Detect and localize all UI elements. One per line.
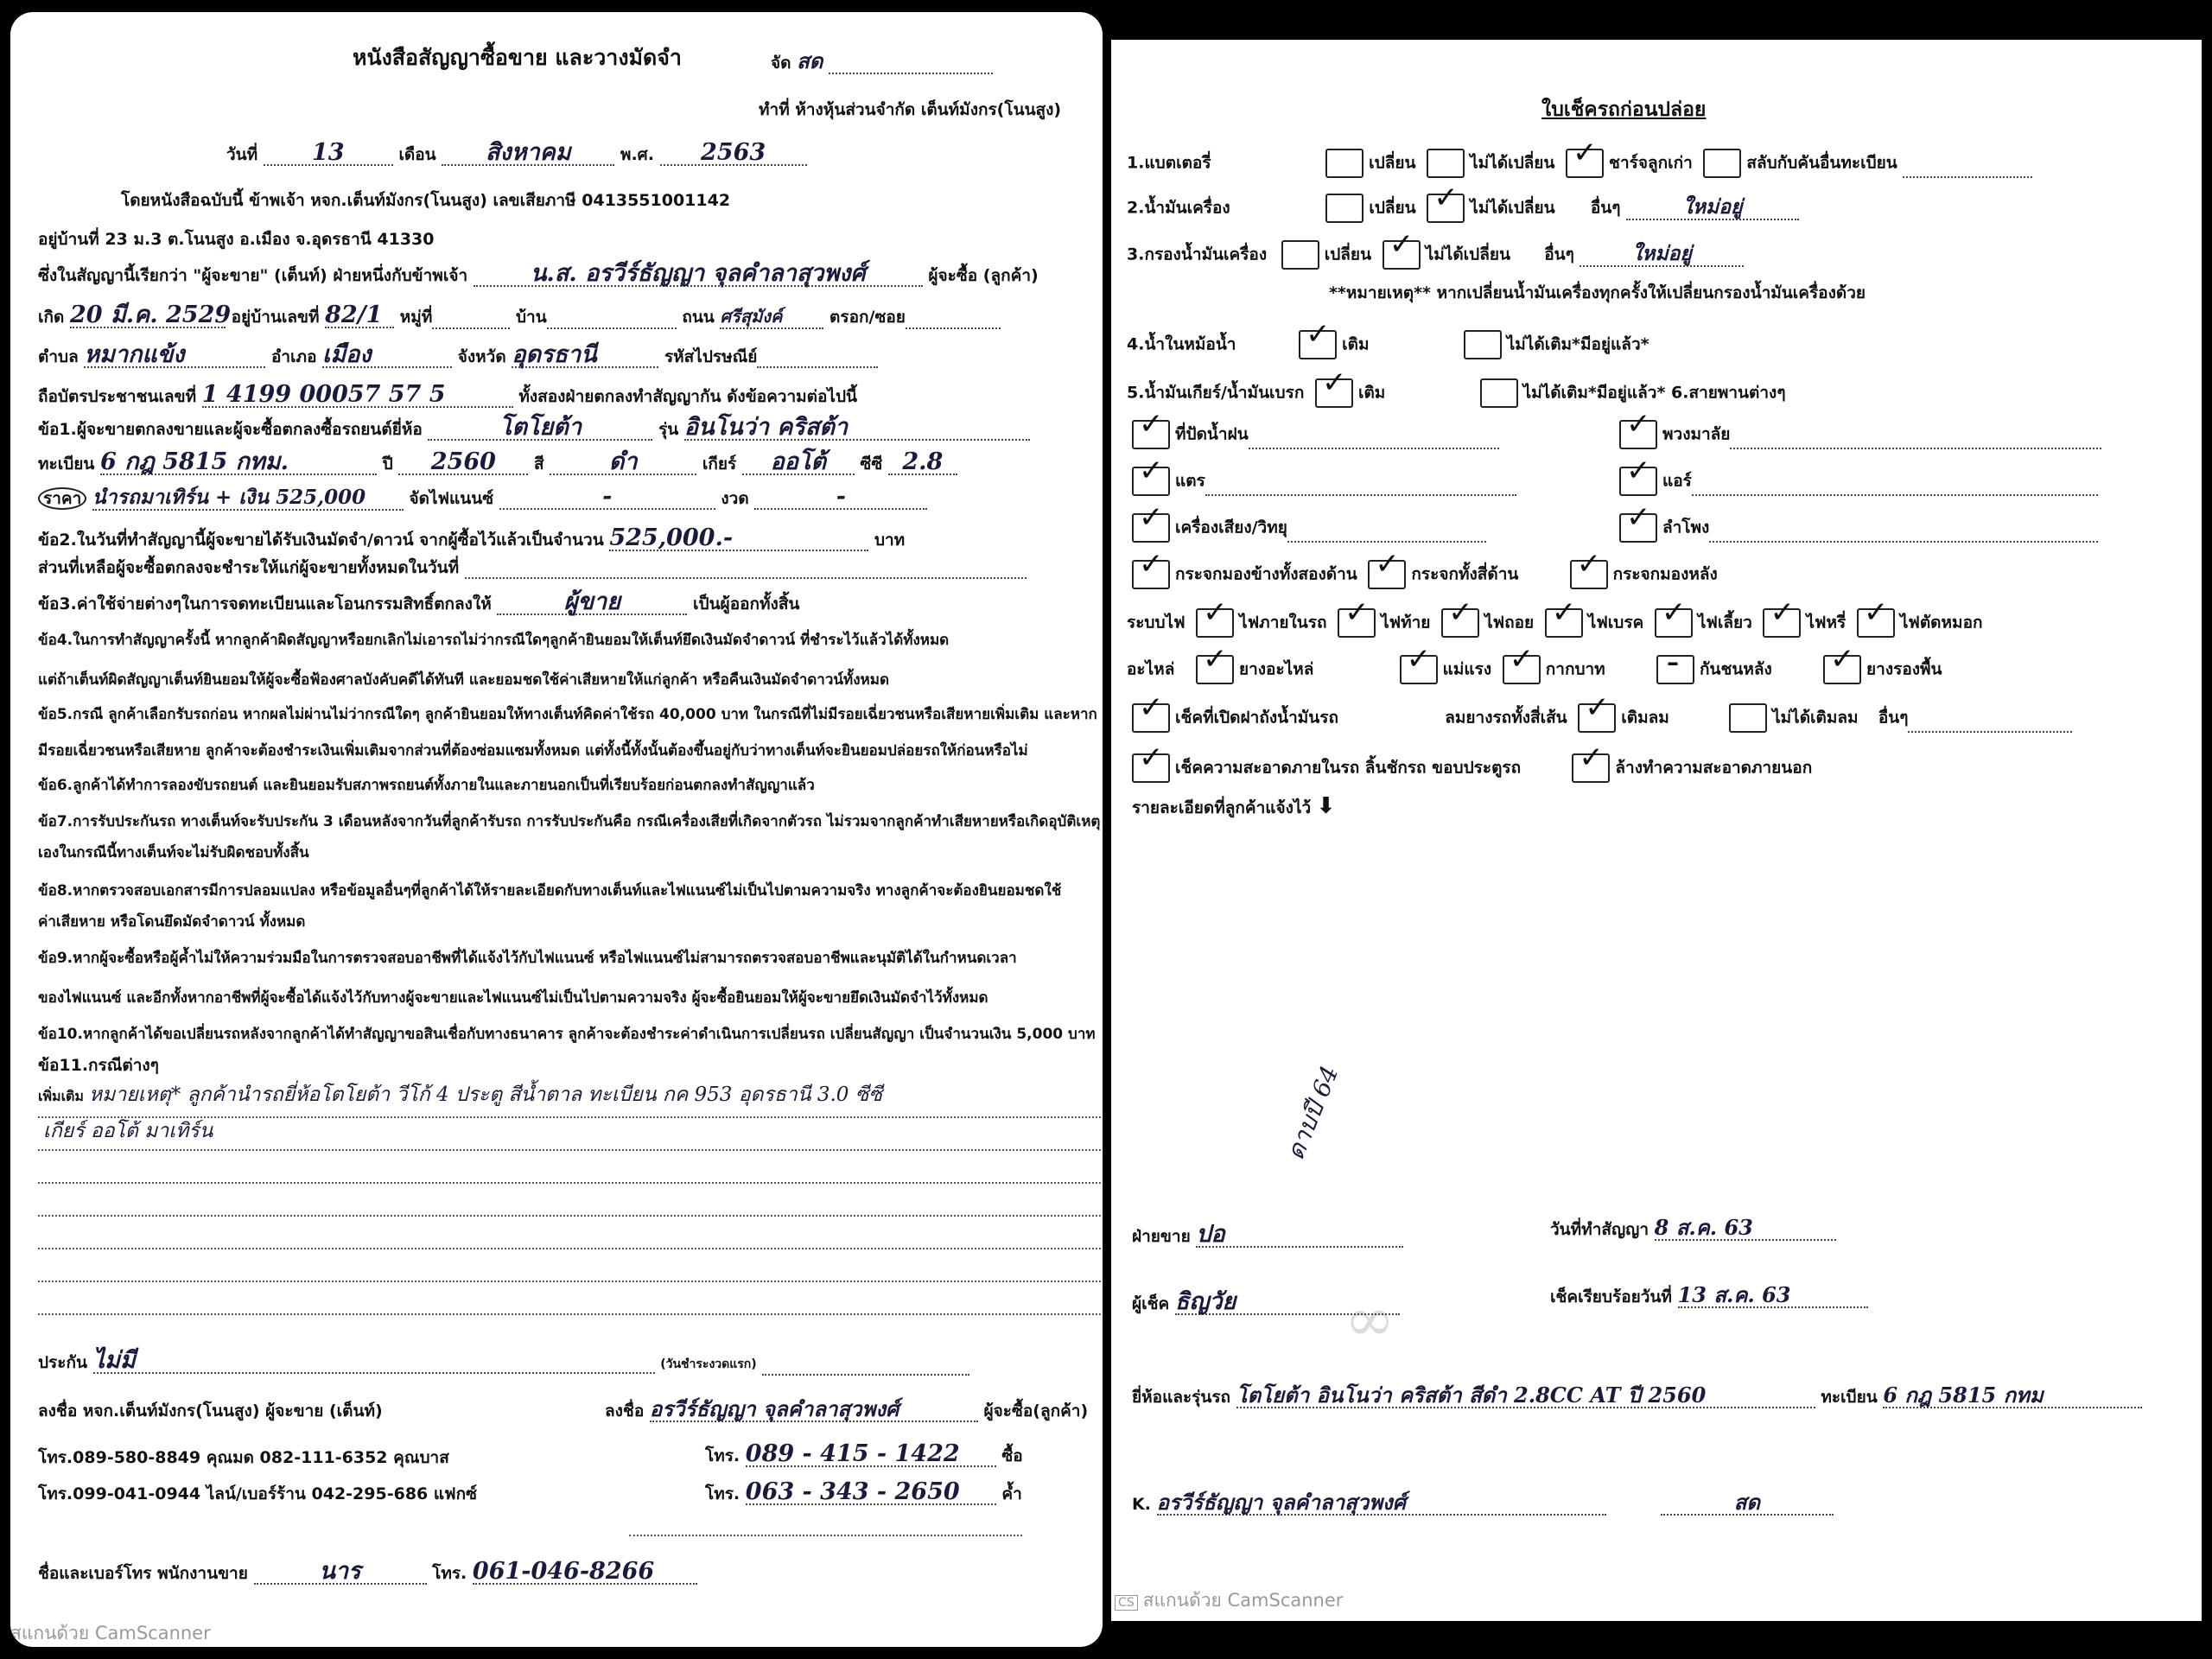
contract-no-label: จัด <box>771 54 791 73</box>
location-row: ตำบล หมากแข้ง อำเภอ เมือง จังหวัด อุดรธานี รหัสไปรษณีย์ <box>38 344 878 368</box>
date-month: สิงหาคม <box>442 142 614 166</box>
clause8: ข้อ8.หากตรวจสอบเอกสารมีการปลอมแปลง หรือข้อมูลอื่นๆที่ลูกค้าได้ให้รายละเอียดกับทางเต็นท์และไฟแนนซ์ไม่เป็นไปตามความจริง ทางลูกค้าจะต้องยินยอมชดใช้ <box>38 882 1062 899</box>
checkbox-four-windows[interactable] <box>1368 560 1406 589</box>
car-model-row: ยี่ห้อและรุ่นรถ โตโยต้า อินโนว่า คริสต้า สีดำ 2.8CC AT ปี 2560 ทะเบียน 6 กฎ 5815 กทม <box>1132 1384 2142 1408</box>
clause7: ข้อ7.การรับประกันรถ ทางเต็นท์จะรับประกัน 3 เดือนหลังจากวันที่ลูกค้ารับรถ การรับประกันคือ กรณีเครื่องเสียที่เกิดจากตัวรถ ไม่รวมจากลูกค้าทำเสียหายหรือเกิดอุบัติเหตุ <box>38 813 1101 830</box>
checkbox-clean-outside[interactable] <box>1572 753 1610 783</box>
check-cleaning-row: ✓เช็คความสะอาดภายในรถ ลิ้นชักรถ ขอบประตูรถ ✓ ล้างทำความสะอาดภายนอก <box>1127 753 1812 783</box>
buyer-tambon: หมากแข้ง <box>84 344 265 368</box>
car-cc: 2.8 <box>888 451 957 475</box>
car-color: ดำ <box>550 451 696 475</box>
sales-tel: 061-046-8266 <box>473 1560 697 1585</box>
checkbox-radiator-nofill[interactable] <box>1464 330 1502 359</box>
buyer-row: ซึ่งในสัญญานี้เรียกว่า "ผู้จะขาย" (เต็นท์) ฝ่ายหนึ่งกับข้าพเจ้า น.ส. อรวีร์ธัญญา จุลคำลาสุวพงศ์ ผู้จะซื้อ (ลูกค้า) <box>38 260 1039 287</box>
checkbox-radiator-fill[interactable] <box>1299 330 1337 359</box>
check-mirrors-row: ✓กระจกมองข้างทั้งสองด้าน ✓ กระจกทั้งสี่ด้าน ✓ กระจกมองหลัง <box>1127 560 1718 589</box>
extra-note-1: หมายเหตุ* ลูกค้านำรถยี่ห้อโตโยต้า วีโก้ 4 ประตู สีน้ำตาล ทะเบียน กค 953 อุดรธานี 3.0 ซีซี <box>89 1084 882 1106</box>
clause2-rest: ส่วนที่เหลือผู้จะซื้อตกลงจะชำระให้แก่ผู้จะขายทั้งหมดในวันที่ <box>38 558 460 577</box>
contract-date-row-r: วันที่ทำสัญญา 8 ส.ค. 63 <box>1550 1217 1836 1241</box>
checklist-title: ใบเช็ครถก่อนปล่อย <box>1541 99 1707 121</box>
extra-row-1: เพิ่มเติม หมายเหตุ* ลูกค้านำรถยี่ห้อโตโยต้า วีโก้ 4 ประตู สีน้ำตาล ทะเบียน กค 953 อุดรธานี 3.0 ซีซี <box>38 1084 882 1106</box>
car-gear: ออโต้ <box>742 451 855 475</box>
buyer-birth: 20 มี.ค. 2529 <box>69 302 232 328</box>
checkbox-side-mirrors[interactable] <box>1132 560 1170 589</box>
clause11: ข้อ11.กรณีต่างๆ <box>38 1056 159 1075</box>
checkbox-gearoil-fill[interactable] <box>1315 378 1353 408</box>
vehicle-checklist-page <box>1111 40 2202 1621</box>
checkbox-battery-change[interactable] <box>1325 149 1363 178</box>
check-battery-row: 1.แบตเตอรี่ เปลี่ยน ไม่ได้เปลี่ยน ✓ ชาร์จลูกเก่า สลับกับคันอื่นทะเบียน <box>1127 149 2032 178</box>
check-item-speaker: ✓ ลำโพง <box>1614 513 2098 543</box>
buyer-amphoe: เมือง <box>322 344 452 368</box>
filter-other-note: ใหม่อยู่ <box>1580 243 1744 267</box>
buyer-signature-row: ลงชื่อ อรวีร์ธัญญา จุลคำลาสุวพงศ์ ผู้จะซื้อ(ลูกค้า) <box>605 1396 1089 1421</box>
insurance-value: ไม่มี <box>93 1350 655 1374</box>
idcard-row: ถือบัตรประชาชนเลขที่ 1 4199 00057 57 5 ทั้งสองฝ่ายตกลงทำสัญญากัน ดังข้อความต่อไปนี้ <box>38 381 858 408</box>
seller-side-row: ฝ่ายขาย ปอ <box>1132 1224 1403 1248</box>
clause9: ข้อ9.หากผู้จะซื้อหรือผู้ค้ำไม่ให้ความร่วมมือในการตรวจสอบอาชีพที่ได้แจ้งไว้กับไฟแนนซ์ หรือไฟแนนซ์ไม่สามารถตรวจสอบอาชีพและนุมัติได้ในกำหนดเวลา <box>38 950 1017 967</box>
clause5b: มีรอยเฉี่ยวชนหรือเสียหาย ลูกค้าจะต้องชำระเงินเพิ่มเติมจากส่วนที่ต้องซ่อมแซมทั้งหมด แต่ทั้งนี้ทั้งนั้นต้องขึ้นอยู่กับว่าทางเต็นท์จะยินยอมปล่อยรถให้ก่อนหรือไม่ <box>38 742 1028 760</box>
camscanner-watermark: สแกนด้วย CamScanner <box>10 1623 211 1643</box>
buyer-tel-row: โทร. 089 - 415 - 1422 ซื้อ <box>705 1440 1023 1467</box>
extra-note-2: เกียร์ ออโต้ มาเทิร์น <box>43 1120 213 1142</box>
guarantor-tel-row: โทร. 063 - 343 - 2650 ค้ำ <box>705 1478 1022 1505</box>
checkbox-battery-swap[interactable] <box>1703 149 1741 178</box>
checkbox-rear-mirror[interactable] <box>1570 560 1608 589</box>
check-fuelcap-tire-row: ✓เช็คที่เปิดฝาถังน้ำมันรถ ลมยางรถทั้งสี่เส้น ✓ เติมลม ไม่ได้เติมลม อื่นๆ <box>1127 703 2072 733</box>
clause8b: ค่าเสียหาย หรือโดนยึดมัดจำดาวน์ ทั้งหมด <box>38 913 306 931</box>
buyer-signature: อรวีร์ธัญญา จุลคำลาสุวพงศ์ <box>650 1398 978 1422</box>
faded-scribble: ∞ <box>1344 1284 1395 1355</box>
check-radiator-row: 4.น้ำในหม้อน้ำ ✓ เติม ไม่ได้เติม*มีอยู่แล้ว* <box>1127 330 1649 359</box>
clause10: ข้อ10.หากลูกค้าได้ขอเปลี่ยนรถหลังจากลูกค้าได้ทำสัญญาขอสินเชื่อกับทางธนาคาร ลูกค้าจะต้องชำระค่าดำเนินการเปลี่ยนรถ เปลี่ยนสัญญา เป็นจำนวนเงิน 5,000 บาท <box>38 1026 1096 1043</box>
car-detail-row: ทะเบียน 6 กฎ 5815 กทม. ปี 2560 สี ดำ เกียร์ ออโต้ ซีซี 2.8 <box>38 451 957 475</box>
clause4b: แต่ถ้าเต็นท์ผิดสัญญาเต็นท์ยินยอมให้ผู้จะซื้อฟ้องศาลบังคับคดีได้ทันที และยอมชดใช้ค่าเสียหายให้แก่ลูกค้า หรือคืนเงินมัดจำดาวน์ทั้งหมด <box>38 671 889 689</box>
buyer-name: น.ส. อรวีร์ธัญญา จุลคำลาสุวพงศ์ <box>474 263 923 287</box>
checkbox-fuelcap[interactable] <box>1132 703 1170 733</box>
seller-side-value: ปอ <box>1196 1224 1403 1248</box>
car-brand: โตโยต้า <box>428 416 652 441</box>
customer-details-label: รายละเอียดที่ลูกค้าแจ้งไว้ ⬇ <box>1132 793 1336 819</box>
customer-k-name: อรวีร์ธัญญา จุลคำลาสุวพงศ์ <box>1157 1491 1606 1516</box>
clause7b: เองในกรณีนี้ทางเต็นท์จะไม่รับผิดชอบทั้งสิ้น <box>38 844 309 861</box>
buyer-idcard: 1 4199 00057 57 5 <box>202 384 513 408</box>
checkbox-oil-nochange[interactable] <box>1427 194 1465 223</box>
clause3-row: ข้อ3.ค่าใช้จ่ายต่างๆในการจดทะเบียนและโอนกรรมสิทธิ์ตกลงให้ ผู้ขาย เป็นผู้ออกทั้งสิ้น <box>38 588 800 615</box>
checker-row: ผู้เช็ค ธิญวัย <box>1132 1291 1400 1315</box>
price-row: ราคา นำรถมาเทิร์น + เงิน 525,000 จัดไฟแนนซ์ - งวด - <box>38 486 927 511</box>
clause6: ข้อ6.ลูกค้าได้ทำการลองขับรถยนต์ และยินยอมรับสภาพรถยนต์ทั้งภายในและภายนอกเป็นที่เรียบร้อยก่อนตกลงทำสัญญาแล้ว <box>38 777 815 794</box>
check-item-audio: ✓เครื่องเสียง/วิทยุ <box>1127 513 1486 543</box>
checkbox-battery-nochange[interactable] <box>1427 149 1465 178</box>
contract-no-value: สด <box>797 48 823 73</box>
clause4: ข้อ4.ในการทำสัญญาครั้งนี้ หากลูกค้าผิดสัญญาหรือยกเลิกไม่เอารถไม่ว่ากรณีใดๆลูกค้ายินยอมให้เต็นท์ยึดเงินมัดจำดาวน์ ที่ชำระไว้แล้วได้ทั้งหมด <box>38 632 950 649</box>
clause1-row: ข้อ1.ผู้จะขายตกลงขายและผู้จะซื้อตกลงซื้อรถยนต์ยี่ห้อ โตโยต้า รุ่น อินโนว่า คริสต้า <box>38 416 1030 441</box>
checkbox-filter-nochange[interactable] <box>1382 240 1421 270</box>
arrow-down-icon: ⬇ <box>1316 793 1336 819</box>
check-lights-row: ระบบไฟ ✓ ไฟภายในรถ ✓ ไฟท้าย ✓ ไฟถอย ✓ ไฟเบรค ✓ ไฟเลี้ยว ✓ ไฟหรี่ ✓ ไฟตัดหมอก <box>1127 608 1982 638</box>
insurance-row: ประกัน ไม่มี (วันชำระงวดแรก) <box>38 1350 969 1376</box>
check-item-aircon: ✓ แอร์ <box>1614 467 2098 496</box>
car-price: นำรถมาเทิร์น + เงิน 525,000 <box>92 486 404 511</box>
check-oil-filter-row: 3.กรองน้ำมันเครื่อง เปลี่ยน ✓ ไม่ได้เปลี่ยน อื่นๆ ใหม่อยู่ <box>1127 240 1744 270</box>
contract-page <box>10 12 1103 1647</box>
phone-line-2: โทร.099-041-0944 ไลน์/เบอร์ร้าน 042-295-686 แฟกซ์ <box>38 1484 477 1503</box>
car-term: - <box>754 486 927 510</box>
seller-signature: ลงชื่อ หจก.เต็นท์มังกร(โนนสูง) ผู้จะขาย (เต็นท์) <box>38 1402 383 1421</box>
car-reg: 6 กฎ 5815 กทม. <box>100 451 377 475</box>
oil-other-note: ใหม่อยู่ <box>1626 196 1799 220</box>
fee-payer: ผู้ขาย <box>497 591 687 615</box>
checkbox-tire-nofill[interactable] <box>1729 703 1767 733</box>
check-item-wiper: ✓ที่ปัดน้ำฝน <box>1127 420 1499 449</box>
camscanner-logo-icon: CS <box>1115 1595 1138 1611</box>
checkbox-gearoil-nofill[interactable] <box>1480 378 1518 408</box>
birth-address-row: เกิด 20 มี.ค. 2529 อยู่บ้านเลขที่ 82/1 หมู่ที่ บ้าน ถนน ศรีสุมังค์ ตรอก/ซอย <box>38 304 1001 329</box>
car-reg-value: 6 กฎ 5815 กทม <box>1883 1384 2142 1408</box>
date-year: 2563 <box>660 142 807 166</box>
checkbox-clean-inside[interactable] <box>1132 753 1170 783</box>
clause2-row: ข้อ2.ในวันที่ทำสัญญานี้ผู้จะขายได้รับเงินมัดจำ/ดาวน์ จากผู้ซื้อไว้แล้วเป็นจำนวน 525,000.- บาท <box>38 524 906 551</box>
check-parts-row: อะไหล่ ✓ ยางอะไหล่ ✓ แม่แรง ✓ กากบาท – กันชนหลัง ✓ ยางรองพื้น <box>1127 655 1942 684</box>
contract-place: ทำที่ ห้างหุ้นส่วนจำกัด เต็นท์มังกร(โนนสูง) <box>759 100 1062 119</box>
checkbox-battery-charge[interactable] <box>1566 149 1604 178</box>
check-item-horn: ✓แตร <box>1127 467 1516 496</box>
check-gear-brake-oil-row: 5.น้ำมันเกียร์/น้ำมันเบรก ✓ เติม ไม่ได้เติม*มีอยู่แล้ว* 6.สายพานต่างๆ <box>1127 378 1786 408</box>
sales-name: นาร <box>254 1560 427 1585</box>
contract-title: หนังสือสัญญาซื้อขาย และวางมัดจำ <box>353 45 682 70</box>
guarantor-tel: 063 - 343 - 2650 <box>746 1481 996 1505</box>
buyer-house: 82/1 <box>325 304 394 328</box>
check-item-steering: ✓ พวงมาลัย <box>1614 420 2101 449</box>
oil-note: **หมายเหตุ** หากเปลี่ยนน้ำมันเครื่องทุกครั้งให้เปลี่ยนกรองน้ำมันเครื่องด้วย <box>1329 283 1866 302</box>
buyer-province: อุดรธานี <box>512 344 658 368</box>
buyer-tel: 089 - 415 - 1422 <box>746 1443 996 1467</box>
date-day: 13 <box>264 142 393 166</box>
done-date-value: 13 ส.ค. 63 <box>1678 1284 1868 1308</box>
contract-date-value: 8 ส.ค. 63 <box>1655 1217 1836 1241</box>
contract-intro: โดยหนังสือฉบับนี้ ข้าพเจ้า หจก.เต็นท์มังกร(โนนสูง) เลขเสียภาษี 0413551001142 <box>121 191 731 210</box>
phone-line-1: โทร.089-580-8849 คุณมด 082-111-6352 คุณบาส <box>38 1448 449 1467</box>
car-year: 2560 <box>398 451 528 475</box>
clause5: ข้อ5.กรณี ลูกค้าเลือกรับรถก่อน หากผลไม่ผ่านไม่ว่ากรณีใดๆ ลูกค้ายินยอมให้ทางเต็นท์คิดค่าใช้รถ 40,000 บาท ในกรณีที่ไม่มีรอยเฉี่ยวชนหรือเสียหายเพิ่มเติม และหาก <box>38 706 1097 723</box>
clause9b: ของไฟแนนซ์ และอีกทั้งหากอาชีพที่ผู้จะซื้อได้แจ้งไว้กับทางผู้จะขายและไฟแนนซ์ไม่เป็นไปตามความจริง ผู้จะซื้อยินยอมให้ผู้จะขายยึดเงินมัดจำไว้ทั้งหมด <box>38 989 988 1007</box>
car-model: อินโนว่า คริสต้า <box>684 416 1030 441</box>
customer-k-row: K. อรวีร์ธัญญา จุลคำลาสุวพงศ์ สด <box>1132 1491 1834 1516</box>
checkbox-filter-change[interactable] <box>1281 240 1319 270</box>
contract-date-row: วันที่ 13 เดือน สิงหาคม พ.ศ. 2563 <box>226 142 807 166</box>
deposit-amount: 525,000.- <box>609 527 868 551</box>
sales-row: ชื่อและเบอร์โทร พนักงานขาย นาร โทร. 061-046-8266 <box>38 1560 697 1585</box>
buyer-road: ศรีสุมังค์ <box>720 305 823 329</box>
checker-value: ธิญวัย <box>1175 1291 1400 1315</box>
camscanner-watermark-right: CS สแกนด้วย CamScanner <box>1115 1586 1343 1615</box>
checkbox-tire-fill[interactable] <box>1578 703 1616 733</box>
checkbox-oil-change[interactable] <box>1325 194 1363 223</box>
done-date-row: เช็คเรียบร้อยวันที่ 13 ส.ค. 63 <box>1550 1284 1868 1308</box>
car-finance: - <box>499 486 715 510</box>
car-model-value: โตโยต้า อินโนว่า คริสต้า สีดำ 2.8CC AT ปี 2560 <box>1236 1384 1815 1408</box>
company-address: อยู่บ้านที่ 23 ม.3 ต.โนนสูง อ.เมือง จ.อุดรธานี 41330 <box>38 230 435 249</box>
check-engine-oil-row: 2.น้ำมันเครื่อง เปลี่ยน ✓ ไม่ได้เปลี่ยน อื่นๆ ใหม่อยู่ <box>1127 194 1799 223</box>
diagonal-note: ดาบปี 64 <box>1281 1061 1344 1164</box>
customer-k-type: สด <box>1661 1491 1834 1516</box>
